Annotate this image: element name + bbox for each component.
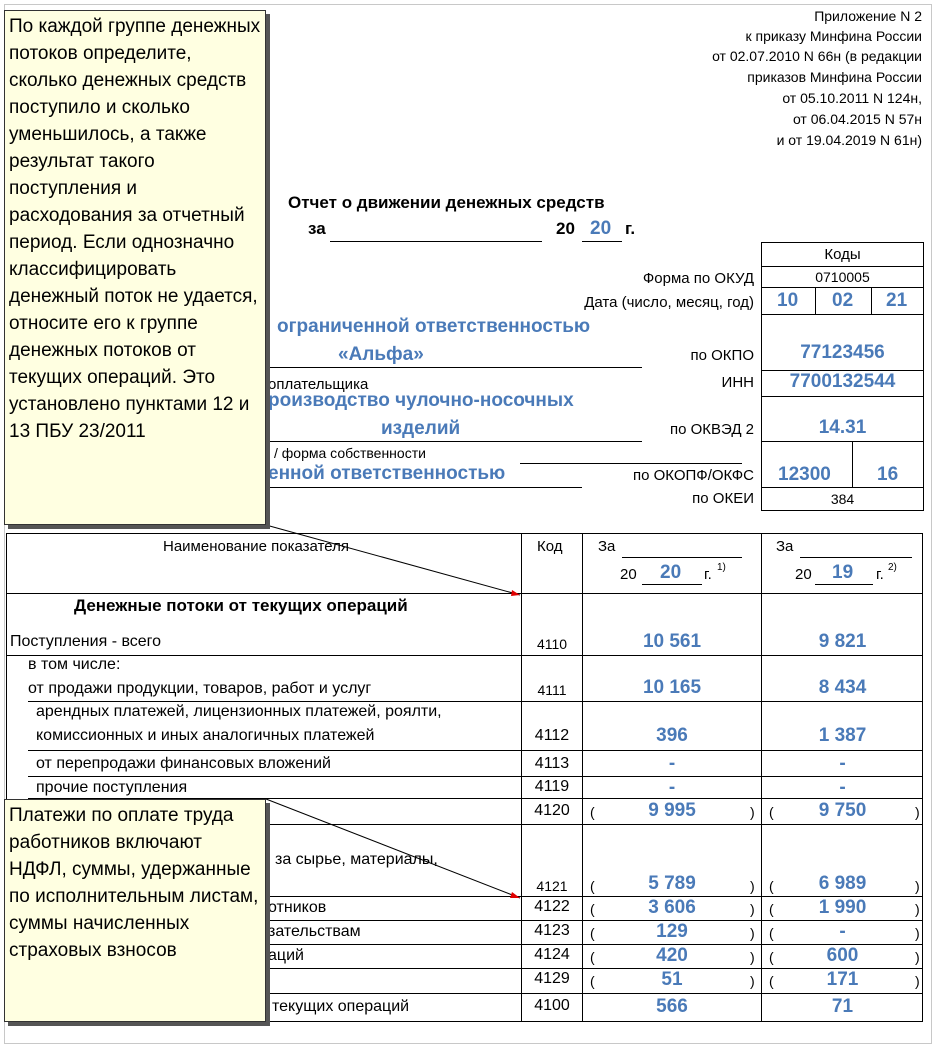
appendix-line: приказов Минфина России — [747, 69, 922, 85]
year-prefix: 20 — [556, 219, 575, 238]
row-cur: 5 789 — [648, 873, 696, 894]
date-day: 10 — [777, 290, 799, 311]
row-cur: 129 — [656, 921, 688, 942]
row-prev: 9 750 — [818, 800, 867, 821]
paren-open: ( — [590, 878, 595, 894]
form-label: / форма собственности — [274, 445, 426, 461]
row-name: арендных платежей, лицензионных платежей, роялти, — [36, 703, 442, 720]
row-name: прочие поступления — [36, 779, 188, 796]
paren-open: ( — [590, 973, 595, 989]
col-cur-note: 1) — [717, 562, 726, 573]
appendix-line: к приказу Минфина России — [745, 28, 922, 44]
appendix-line: и от 19.04.2019 N 61н) — [776, 132, 922, 148]
okved-value: 14.31 — [818, 417, 867, 438]
callout-note-salary: Платежи по оплате труда работников включают НДФЛ, суммы, удержанные по исполнительным листам, суммы начисленных страховых взносов — [4, 799, 266, 1022]
row-cur: 9 995 — [648, 800, 696, 821]
paren-open: ( — [769, 901, 774, 917]
row-name: в том числе: — [28, 656, 121, 673]
row-code: 4113 — [534, 755, 570, 772]
row-prev: 600 — [826, 945, 859, 966]
row-code: 4120 — [534, 802, 570, 819]
row-cur: 3 606 — [648, 897, 696, 918]
paren-close: ) — [915, 925, 920, 941]
codes-header: Коды — [824, 246, 861, 263]
row-code: 4110 — [536, 636, 568, 652]
row-name: от перепродажи финансовых вложений — [36, 755, 331, 772]
row-code: 4100 — [534, 997, 570, 1014]
col-cur-year: 20 — [660, 562, 682, 583]
col-prev-prefix: За — [776, 538, 794, 555]
callout-note-cash-flows: По каждой группе денежных потоков определите, сколько денежных средств поступило и сколько уменьшилось, а также результат такого поступления и расходования за отчетный период. Если однозначно классифицировать денежный поток не удается, относите его к группе денежных потоков от текущих операций. Это установлено пунктами 12 и 13 ПБУ 23/2011 — [4, 10, 266, 525]
col-prev-note: 2) — [888, 562, 897, 573]
row-prev: 71 — [831, 996, 854, 1017]
note1-arrow-line — [266, 525, 520, 595]
okei-label: по ОКЕИ — [692, 490, 754, 507]
paren-open: ( — [769, 973, 774, 989]
appendix-line: Приложение N 2 — [814, 8, 922, 24]
okud-value: 0710005 — [815, 269, 870, 285]
okpo-label: по ОКПО — [690, 347, 754, 364]
row-name: за сырье, материалы, — [275, 851, 438, 868]
row-name: от продажи продукции, товаров, работ и услуг — [28, 680, 372, 697]
okfs-value: 16 — [877, 464, 899, 485]
paren-open: ( — [590, 949, 595, 965]
row-code: 4111 — [537, 682, 567, 698]
paren-close: ) — [750, 804, 755, 820]
row-cur: - — [668, 753, 676, 774]
paren-close: ) — [915, 804, 920, 820]
row-prev: 8 434 — [818, 677, 867, 698]
okei-value: 384 — [830, 491, 855, 507]
note1-arrow-head — [511, 590, 520, 596]
row-prev: 9 821 — [818, 631, 867, 652]
row-prev: 1 990 — [818, 897, 867, 918]
note2-arrow-head — [510, 892, 520, 898]
paren-open: ( — [769, 925, 774, 941]
row-prev: 6 989 — [818, 873, 867, 894]
row-cur: 566 — [656, 996, 688, 1017]
col-code-header: Код — [537, 538, 563, 555]
col-prev-year-prefix: 20 — [795, 566, 812, 583]
form-value: енной ответственностью — [268, 463, 506, 484]
row-cur: 10 165 — [642, 677, 702, 698]
row-code: 4122 — [534, 898, 570, 915]
note2-arrow-line — [266, 799, 520, 898]
year-value: 20 — [590, 218, 612, 239]
row-prev: - — [839, 921, 846, 942]
inn-value: 7700132544 — [789, 371, 896, 392]
paren-open: ( — [590, 901, 595, 917]
appendix-line: от 02.07.2010 N 66н (в редакции — [712, 48, 922, 64]
date-year: 21 — [886, 290, 908, 311]
date-month: 02 — [832, 290, 854, 311]
row-name: зательствам — [268, 923, 361, 940]
row-cur: 396 — [656, 725, 688, 746]
row-code: 4112 — [534, 727, 570, 744]
paren-open: ( — [769, 878, 774, 894]
date-label: Дата (число, месяц, год) — [584, 294, 754, 311]
row-name: Поступления - всего — [10, 633, 162, 650]
row-prev: 171 — [826, 969, 859, 990]
org-name-line1: ограниченной ответственностью — [277, 316, 591, 337]
row-name: аций — [268, 947, 304, 964]
paren-open: ( — [590, 804, 595, 820]
row-cur: 10 561 — [642, 631, 702, 652]
okved-label: по ОКВЭД 2 — [670, 421, 754, 438]
row-prev: - — [839, 753, 846, 774]
inn-label: ИНН — [721, 374, 754, 391]
paren-open: ( — [769, 804, 774, 820]
col-cur-prefix: За — [598, 538, 616, 555]
appendix-line: от 05.10.2011 N 124н, — [782, 90, 922, 106]
taxpayer-label: оплательщика — [268, 376, 369, 393]
col-prev-year: 19 — [832, 562, 854, 583]
paren-close: ) — [915, 901, 920, 917]
col-prev-suffix: г. — [876, 566, 884, 583]
paren-open: ( — [769, 949, 774, 965]
paren-open: ( — [590, 925, 595, 941]
okud-label: Форма по ОКУД — [642, 270, 754, 287]
report-title: Отчет о движении денежных средств — [288, 193, 605, 212]
row-name: комиссионных и иных аналогичных платежей — [36, 727, 375, 744]
col-name-header: Наименование показателя — [163, 538, 349, 555]
row-prev: - — [839, 777, 846, 798]
paren-close: ) — [750, 901, 755, 917]
paren-close: ) — [750, 878, 755, 894]
row-code: 4119 — [534, 778, 570, 795]
activity-line1: роизводство чулочно-носочных — [268, 390, 574, 411]
row-code: 4124 — [534, 946, 570, 963]
row-name: текущих операций — [272, 998, 410, 1015]
year-suffix: г. — [625, 219, 636, 238]
row-prev: 1 387 — [818, 725, 867, 746]
period-prefix: за — [308, 219, 326, 238]
okopf-label: по ОКОПФ/ОКФС — [632, 467, 754, 484]
row-code: 4129 — [534, 970, 570, 987]
okopf-value: 12300 — [778, 464, 831, 485]
row-name: отников — [268, 899, 327, 916]
paren-close: ) — [750, 925, 755, 941]
okpo-value: 77123456 — [800, 342, 885, 363]
appendix-line: от 06.04.2015 N 57н — [792, 111, 922, 127]
row-code: 4123 — [534, 922, 570, 939]
row-cur: 51 — [661, 969, 683, 990]
paren-close: ) — [750, 949, 755, 965]
paren-close: ) — [915, 949, 920, 965]
row-cur: - — [668, 777, 676, 798]
row-cur: 420 — [656, 945, 688, 966]
paren-close: ) — [915, 878, 920, 894]
paren-close: ) — [915, 973, 920, 989]
row-code: 4121 — [536, 878, 568, 894]
col-cur-suffix: г. — [704, 566, 712, 583]
org-name-line2: «Альфа» — [338, 344, 424, 365]
paren-close: ) — [750, 973, 755, 989]
col-cur-year-prefix: 20 — [620, 566, 637, 583]
activity-line2: изделий — [381, 418, 461, 439]
section-title: Денежные потоки от текущих операций — [74, 596, 408, 615]
